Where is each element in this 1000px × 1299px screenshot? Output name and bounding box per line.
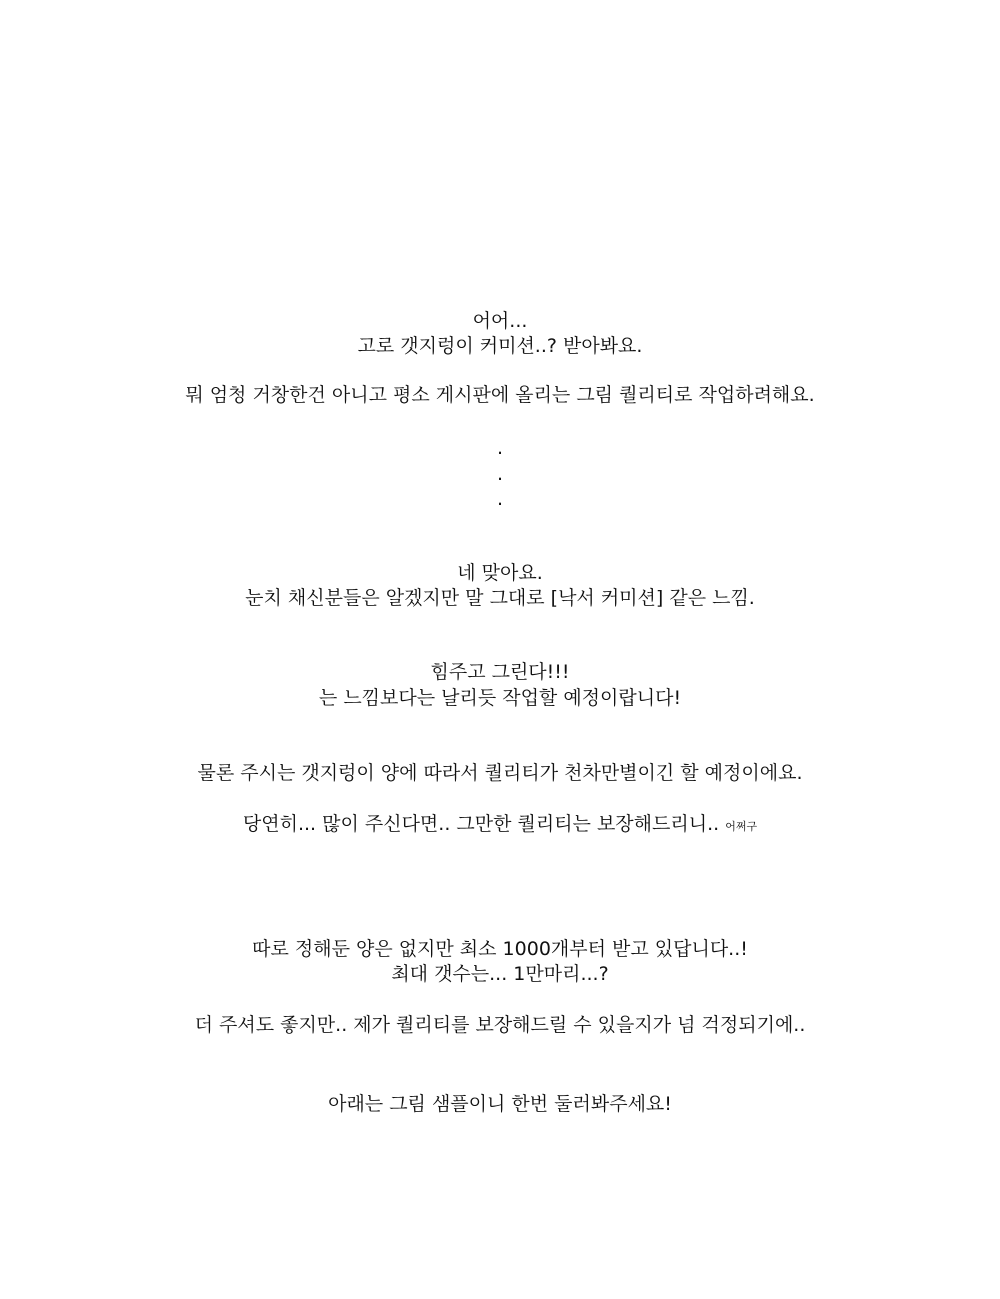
style-line-1: 힘주고 그린다!!!: [430, 661, 570, 683]
quality-line-2-text: 당연히... 많이 주신다면.. 그만한 퀄리티는 보장해드리니..: [242, 813, 726, 835]
amount-line-2: 최대 갯수는... 1만마리...?: [391, 963, 609, 985]
confirm-line-1: 네 맞아요.: [457, 562, 543, 584]
ellipsis-dot-1: .: [496, 437, 504, 459]
style-line-2: 는 느낌보다는 날리듯 작업할 예정이랍니다!: [318, 687, 682, 709]
quality-line-2: [0, 812, 1000, 839]
quality-aside: 어쩌구: [725, 820, 758, 833]
amount-line-3: 더 주셔도 좋지만.. 제가 퀄리티를 보장해드릴 수 있을지가 넘 걱정되기에..: [194, 1014, 806, 1036]
intro-line-2: 고로 갯지렁이 커미션..? 받아봐요.: [357, 335, 643, 357]
quality-line-1: 물론 주시는 갯지렁이 양에 따라서 퀄리티가 천차만별이긴 할 예정이에요.: [197, 762, 803, 784]
amount-line-1: 따로 정해둔 양은 없지만 최소 1000개부터 받고 있답니다..!: [252, 938, 748, 960]
ellipsis-dot-3: .: [496, 488, 504, 510]
ellipsis-dot-2: .: [496, 463, 504, 485]
closing-line: 아래는 그림 샘플이니 한번 둘러봐주세요!: [328, 1093, 672, 1115]
intro-line-1: 어어...: [472, 310, 528, 332]
intro-line-3: 뭐 엄청 거창한건 아니고 평소 게시판에 올리는 그림 퀄리티로 작업하려해요.: [185, 384, 815, 406]
confirm-line-2: 눈치 채신분들은 알겠지만 말 그대로 [낙서 커미션] 같은 느낌.: [245, 587, 755, 609]
